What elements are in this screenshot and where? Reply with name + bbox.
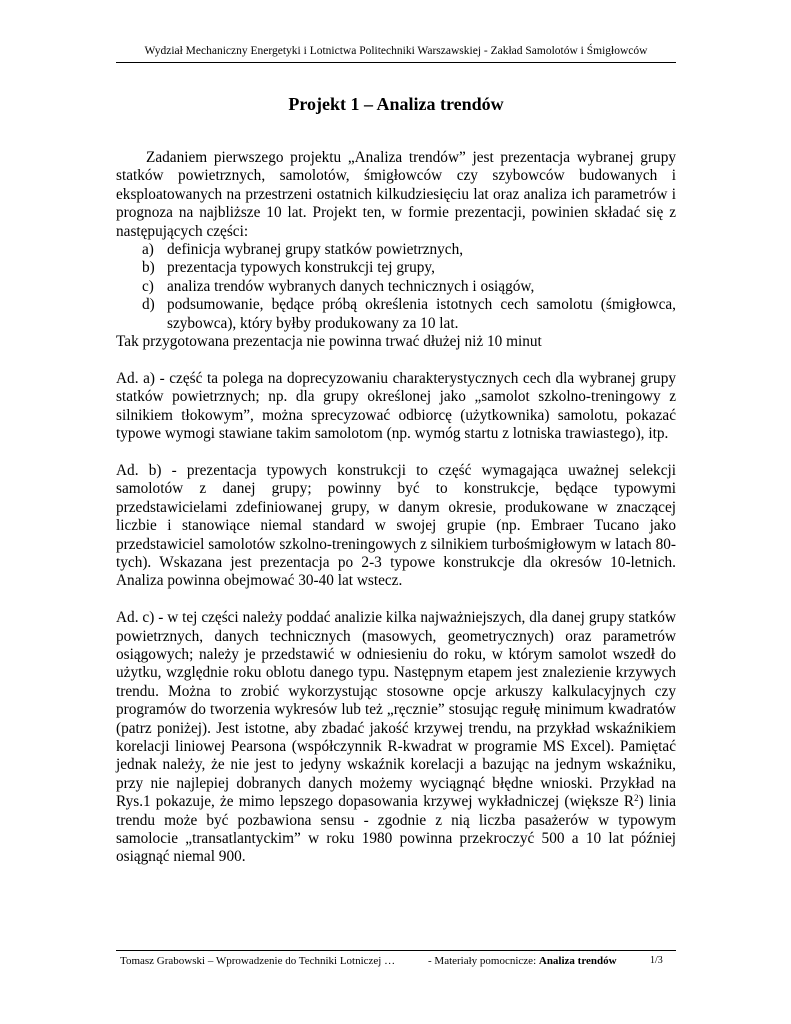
list-item-text: definicja wybranej grupy statków powietrznych,	[167, 241, 464, 259]
footer-divider	[116, 950, 676, 951]
list-item-text: prezentacja typowych konstrukcji tej grupy,	[167, 259, 435, 277]
list-item	[116, 278, 676, 296]
ad-c-paragraph	[116, 609, 676, 867]
list-item	[116, 296, 676, 333]
footer-author: Tomasz Grabowski – Wprowadzenie do Techniki Lotniczej …	[120, 955, 396, 967]
list-item-text: podsumowanie, będące próbą określenia istotnych cech samolotu (śmigłowca, szybowca), który byłby produkowany za 10 lat.	[167, 296, 676, 332]
footer-materials	[428, 955, 617, 968]
intro-paragraph: Zadaniem pierwszego projektu „Analiza trendów” jest prezentacja wybranej grupy statków powietrznych, samolotów, śmigłowców czy szybowców budowanych i eksploatowanych na przestrzeni ostatnich kilkudziesięciu lat oraz analiza ich parametrów i prognoza na najbliższe 10 lat. Projekt ten, w formie prezentacji, powinien składać się z następujących części:	[116, 149, 676, 240]
parts-list	[116, 241, 676, 333]
ad-c-text-part1: Ad. c) - w tej części należy poddać analizie kilka najważniejszych, dla danej grupy statków powietrznych, danych technicznych (masowych, geometrycznych) oraz parametrów osiągowych; należy je przedstawić w odniesieniu do roku, w którym samolot wszedł do użytku, względnie roku oblotu danego typu. Następnym etapem jest znalezienie krzywych trendu. Można to zrobić wykorzystując stosowne opcje arkuszy kalkulacyjnych czy programów do tworzenia wykresów lub też „ręcznie” stosując regułę minimum kwadratów (patrz poniżej). Jest istotne, aby zbadać jakość krzywej trendu, na przykład wskaźnikiem korelacji liniowej Pearsona (współczynnik R-kwadrat w programie MS Excel). Pamiętać jednak należy, że nie jest to jedyny wskaźnik korelacji a bazując na jednym wskaźniku, przy nie najlepiej dobranych danych możemy wyciągnąć błędne wnioski. Przykład na Rys.1 pokazuje, że mimo lepszego dopasowania krzywej wykładniczej (większe R	[116, 609, 676, 811]
footer-materials-title: Analiza trendów	[538, 955, 617, 967]
ad-b-paragraph: Ad. b) - prezentacja typowych konstrukcji to część wymagająca uważnej selekcji samolotów z danej grupy; powinny być to konstrukcje, będące typowymi przedstawicielami zdefiniowanej grupy, w danym okresie, produkowane w znaczącej liczbie i stanowiące niemal standard w swojej grupie (np. Embraer Tucano jako przedstawiciel samolotów szkolno-treningowych z silnikiem turbośmigłowym w latach 80-tych). Wskazana jest prezentacja po 2-3 typowe konstrukcje dla okresów 10-letnich. Analiza powinna obejmować 30-40 lat wstecz.	[116, 461, 676, 590]
document-body	[116, 149, 676, 867]
r-squared-superscript: 2	[634, 793, 639, 804]
paragraph-gap	[116, 443, 676, 461]
header-divider	[116, 62, 676, 63]
list-marker: b)	[142, 259, 155, 277]
footer-materials-prefix: - Materiały pomocnicze:	[428, 955, 539, 967]
page-title: Projekt 1 – Analiza trendów	[288, 94, 504, 114]
closing-line: Tak przygotowana prezentacja nie powinna trwać dłużej niż 10 minut	[116, 333, 542, 351]
list-marker: d)	[142, 296, 155, 314]
page-number: 1/3	[650, 955, 663, 966]
ad-a-paragraph: Ad. a) - część ta polega na doprecyzowaniu charakterystycznych cech dla wybranej grupy statków powietrznych; np. dla grupy określonej jako „samolot szkolno-treningowy z silnikiem tłokowym”, można sprecyzować odbiorcę (użytkownika) samolotu, pokazać typowe wymogi stawiane takim samolotom (np. wymóg startu z lotniska trawiastego), itp.	[116, 369, 676, 443]
list-item	[116, 259, 676, 277]
list-item	[116, 241, 676, 259]
ad-c-text-part2: ) linia trendu może być pozbawiona sensu - zgodnie z nią liczba pasażerów w typowym samolocie „transatlantyckim” w roku 1980 powinna przekroczyć 500 a 10 lat później osiągnąć niemal 900.	[116, 793, 676, 866]
list-marker: c)	[142, 277, 154, 295]
list-marker: a)	[142, 241, 154, 259]
list-item-text: analiza trendów wybranych danych technicznych i osiągów,	[167, 277, 535, 295]
paragraph-gap	[116, 351, 676, 369]
paragraph-gap	[116, 591, 676, 609]
page-header: Wydział Mechaniczny Energetyki i Lotnictwa Politechniki Warszawskiej - Zakład Samolotów i Śmigłowców	[144, 45, 648, 57]
